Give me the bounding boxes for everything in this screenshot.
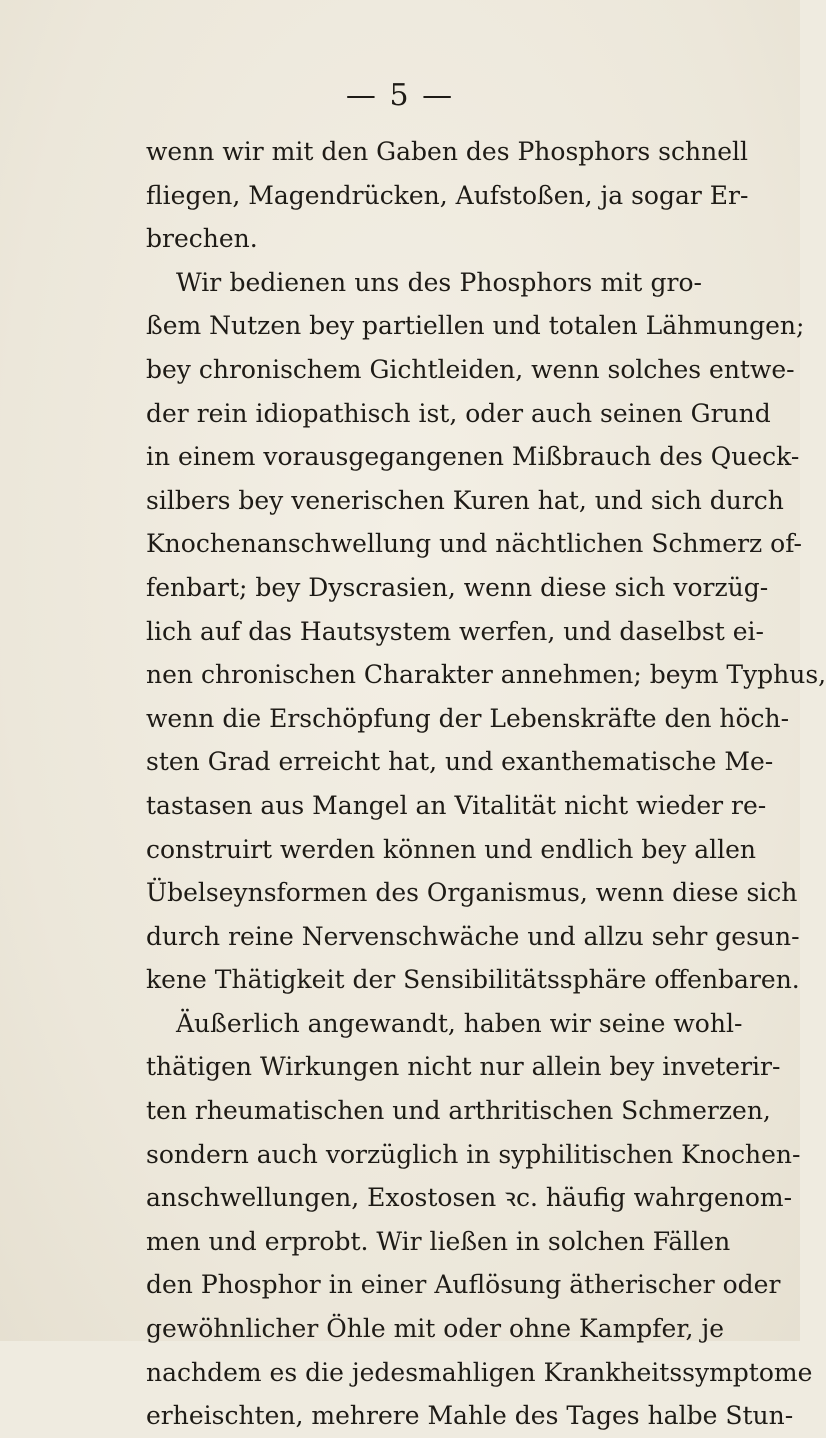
text-line: men und erprobt. Wir ließen in solchen Fällen bbox=[146, 1226, 731, 1256]
text-line: Übelseynsformen des Organismus, wenn diese sich bbox=[146, 878, 798, 908]
text-line: nachdem es die jedesmahligen Krankheitssymptome bbox=[146, 1357, 813, 1387]
text-line: wenn wir mit den Gaben des Phosphors schnell bbox=[146, 137, 748, 166]
text-line: durch reine Nervenschwäche und allzu sehr gesun- bbox=[146, 921, 800, 951]
text-line: construirt werden können und endlich bey allen bbox=[146, 834, 757, 864]
body-text bbox=[146, 130, 826, 1438]
page-number: — 5 — bbox=[345, 78, 455, 113]
text-line: sten Grad erreicht hat, und exanthematische Me- bbox=[146, 747, 774, 777]
text-line: Äußerlich angewandt, haben wir seine wohl- bbox=[176, 1008, 743, 1038]
text-line: silbers bey venerischen Kuren hat, und sich durch bbox=[146, 485, 784, 515]
text-line: Wir bedienen uns des Phosphors mit gro- bbox=[176, 267, 702, 297]
text-line: den Phosphor in einer Auflösung ätherischer oder bbox=[146, 1270, 781, 1300]
text-line: ten rheumatischen und arthritischen Schmerzen, bbox=[146, 1096, 771, 1126]
text-line: in einem vorausgegangenen Mißbrauch des Queck- bbox=[146, 442, 800, 472]
text-line: tastasen aus Mangel an Vitalität nicht wieder re- bbox=[146, 790, 767, 820]
text-line: wenn die Erschöpfung der Lebenskräfte den höch- bbox=[146, 703, 790, 733]
text-line: ßem Nutzen bey partiellen und totalen Lähmungen; bbox=[146, 311, 805, 341]
text-line: anschwellungen, Exostosen ꝛc. häufig wahrgenom- bbox=[146, 1183, 793, 1213]
text-line: sondern auch vorzüglich in syphilitischen Knochen- bbox=[146, 1139, 801, 1169]
text-line: kene Thätigkeit der Sensibilitätssphäre offenbaren. bbox=[146, 965, 800, 995]
text-line: gewöhnlicher Öhle mit oder ohne Kampfer, je bbox=[146, 1314, 724, 1344]
text-line: brechen. bbox=[146, 224, 258, 254]
text-line: lich auf das Hautsystem werfen, und daselbst ei- bbox=[146, 616, 764, 646]
text-line: bey chronischem Gichtleiden, wenn solches entwe- bbox=[146, 354, 795, 384]
text-line: fliegen, Magendrücken, Aufstoßen, ja sogar Er- bbox=[146, 180, 749, 210]
text-line: fenbart; bey Dyscrasien, wenn diese sich vorzüg- bbox=[146, 572, 769, 602]
text-line: thätigen Wirkungen nicht nur allein bey inveterir- bbox=[146, 1052, 781, 1082]
text-line: erheischten, mehrere Mahle des Tages halbe Stun- bbox=[146, 1401, 794, 1431]
text-line: nen chronischen Charakter annehmen; beym Typhus, bbox=[146, 660, 826, 690]
text-line: Knochenanschwellung und nächtlichen Schmerz of- bbox=[146, 529, 803, 559]
text-line: der rein idiopathisch ist, oder auch seinen Grund bbox=[146, 398, 771, 428]
